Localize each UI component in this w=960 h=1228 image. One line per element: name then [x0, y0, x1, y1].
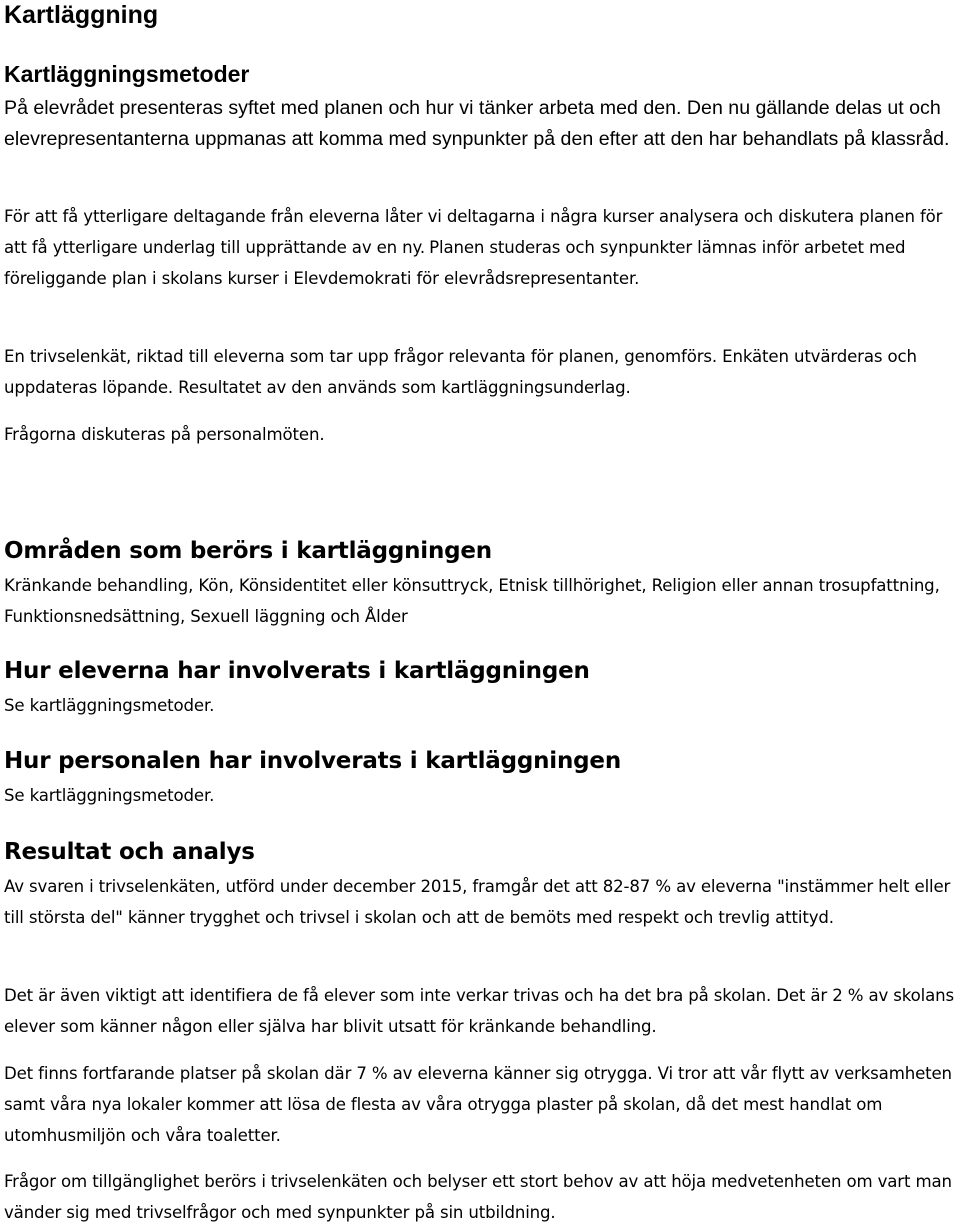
paragraph-omraden: Kränkande behandling, Kön, Könsidentitet eller könsuttryck, Etnisk tillhörighet, Religion eller annan trosupfattning, Funktionsnedsättning, Sexuell läggning och Ålder	[4, 576, 940, 626]
page-title: Kartläggning	[4, 1, 159, 29]
section-heading-personalen: Hur personalen har involverats i kartläggningen	[4, 748, 622, 774]
paragraph-personalmoten: Frågorna diskuteras på personalmöten.	[4, 425, 325, 444]
paragraph-resultat-4: Frågor om tillgänglighet berörs i trivselenkäten och belyser ett stort behov av att höja medvetenheten om vart man vänder sig med trivselfrågor och med synpunkter på sin utbildning.	[4, 1172, 952, 1222]
paragraph-resultat-2: Det är även viktigt att identifiera de få elever som inte verkar trivas och ha det bra på skolan. Det är 2 % av skolans elever som känner någon eller själva har blivit utsatt för kränkande behandling.	[4, 986, 955, 1036]
section-heading-eleverna: Hur eleverna har involverats i kartläggningen	[4, 658, 590, 684]
paragraph-elevradet: På elevrådet presenteras syftet med planen och hur vi tänker arbeta med den. Den nu gällande delas ut och elevrepresentanterna uppmanas att komma med synpunkter på den efter att den har behandlats på klassråd.	[4, 97, 950, 150]
paragraph-personalen: Se kartläggningsmetoder.	[4, 786, 215, 805]
paragraph-planen-studeras: Planen studeras och synpunkter lämnas inför arbetet med föreliggande plan i skolans kurser i Elevdemokrati för elevrådsrepresentanter.	[4, 238, 906, 288]
paragraph-eleverna: Se kartläggningsmetoder.	[4, 696, 215, 715]
paragraph-deltagande-text: För att få ytterligare deltagande från eleverna låter vi deltagarna i några kurser analysera och diskutera planen för att få ytterligare underlag till upprättande av en ny.	[4, 207, 943, 257]
paragraph-deltagande	[4, 201, 956, 294]
paragraph-resultat-3: Det finns fortfarande platser på skolan där 7 % av eleverna känner sig otrygga. Vi tror att vår flytt av verksamheten samt våra nya lokaler kommer att lösa de flesta av våra otrygga plaster på skolan, då det mest handlat om utomhusmiljön och våra toaletter.	[4, 1064, 952, 1145]
section-heading-resultat: Resultat och analys	[4, 839, 255, 865]
paragraph-resultat-1: Av svaren i trivselenkäten, utförd under december 2015, framgår det att 82-87 % av eleverna "instämmer helt eller till största del" känner trygghet och trivsel i skolan och att de bemöts med respekt och trevlig attityd.	[4, 877, 951, 927]
section-heading-kartlaggningsmetoder: Kartläggningsmetoder	[4, 61, 250, 87]
section-heading-omraden: Områden som berörs i kartläggningen	[4, 538, 492, 564]
paragraph-trivselenkat: En trivselenkät, riktad till eleverna som tar upp frågor relevanta för planen, genomförs. Enkäten utvärderas och uppdateras löpande. Resultatet av den används som kartläggningsunderlag.	[4, 347, 917, 397]
